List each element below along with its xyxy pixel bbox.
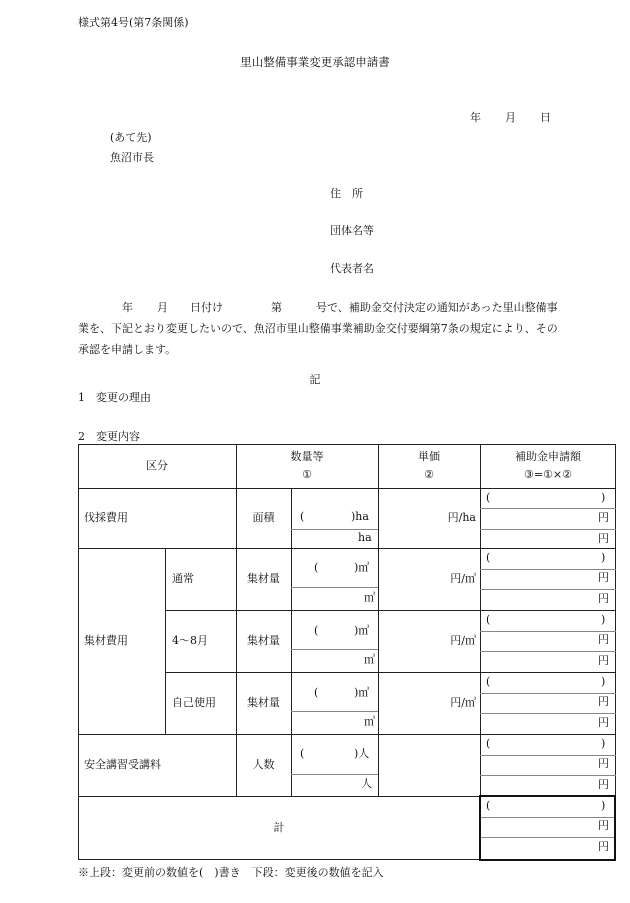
row-felling-paren-open: ( [300,510,305,523]
subsidy-collection-summer-paren-close: ) [601,613,606,626]
date-day: 日 [540,111,551,124]
row-collection-normal-label: 通常 [172,572,194,586]
row-safety-measure: 人数 [252,758,275,772]
row-felling-unit-before: )ha [351,510,369,523]
header-unit-price-number: ② [424,468,434,481]
row-felling-label: 伐採費用 [84,511,128,525]
row-collection-summer-unit-after: ㎥ [364,653,375,666]
date-month: 月 [505,111,516,124]
row-safety-paren-open: ( [300,747,305,760]
body-text: 号で、補助金交付決定の通知があった里山整備事業を、下記とおり変更したいので、魚沼市里山整備事業補助金交付要綱第7条の規定により、その承認を申請します。 [78,301,558,356]
body-month: 月 [157,301,168,314]
subsidy-collection-self-paren-open: ( [486,675,491,688]
row-collection-summer-paren-open: ( [314,624,319,637]
header-subsidy-label: 補助金申請額 [515,450,581,463]
change-table [78,444,616,860]
subsidy-collection-self-yen-after: 円 [598,716,609,729]
subsidy-felling-paren-close: ) [601,491,606,504]
subsidy-collection-self-paren-close: ) [601,675,606,688]
addressee-name: 魚沼市長 [110,151,154,164]
application-body [78,297,564,360]
row-collection-normal-price-unit: 円/㎥ [450,572,476,586]
row-collection-self-price-unit: 円/㎥ [450,696,476,710]
header-unit-price-label: 単価 [418,450,440,463]
applicant-address-label: 住 所 [330,187,363,200]
row-safety-unit-before: )人 [354,747,370,760]
subsidy-collection-summer-yen-after: 円 [598,654,609,667]
total-amount-box [479,795,616,861]
row-felling-unit-after: ha [358,531,372,544]
row-safety-unit-after: 人 [361,777,372,790]
subsidy-total-paren-open: ( [486,799,491,812]
subsidy-collection-normal-yen-after: 円 [598,592,609,605]
row-collection-normal-unit-after: ㎥ [364,591,375,604]
date-line [470,111,551,124]
row-collection-self-measure: 集材量 [247,696,280,710]
body-dai: 第 [271,301,282,314]
form-number: 様式第4号(第7条関係) [78,16,189,29]
row-collection-normal-paren-open: ( [314,561,319,574]
row-collection-summer-measure: 集材量 [247,634,280,648]
row-total-label: 計 [273,821,285,835]
row-collection-self-unit-after: ㎥ [364,715,375,728]
subsidy-total-yen-before: 円 [598,819,609,832]
header-subsidy-formula: ③=①×② [523,468,573,481]
date-year: 年 [470,111,481,124]
row-felling-price-unit: 円/ha [447,511,476,525]
body-year: 年 [122,301,133,314]
subsidy-safety-yen-before: 円 [598,757,609,770]
header-quantity-label: 数量等 [290,450,324,463]
subsidy-safety-paren-close: ) [601,737,606,750]
subsidy-collection-summer-paren-open: ( [486,613,491,626]
row-collection-self-label: 自己使用 [172,696,216,710]
row-collection-normal-measure: 集材量 [247,572,280,586]
row-collection-summer-unit-before: )㎥ [354,624,370,637]
subsidy-felling-yen-before: 円 [598,511,609,524]
applicant-group-label: 団体名等 [330,224,374,237]
header-quantity [236,444,378,488]
header-subsidy [480,444,616,488]
section-reason: 1 変更の理由 [78,391,151,404]
document-title: 里山整備事業変更承認申請書 [240,55,390,69]
subsidy-collection-normal-paren-close: ) [601,551,606,564]
section-changes: 2 変更内容 [78,430,140,443]
subsidy-collection-normal-yen-before: 円 [598,571,609,584]
row-collection-normal-unit-before: )㎥ [354,561,370,574]
row-collection-self-paren-open: ( [314,686,319,699]
row-collection-summer-price-unit: 円/㎥ [450,634,476,648]
row-collection-label: 集材費用 [84,634,128,648]
footnote: ※上段：変更前の数値を( )書き 下段：変更後の数値を記入 [78,866,384,879]
subsidy-safety-yen-after: 円 [598,778,609,791]
header-quantity-number: ① [302,468,312,481]
row-collection-summer-label: 4～8月 [172,634,208,648]
header-category: 区分 [146,459,168,473]
row-felling-measure: 面積 [252,511,275,525]
addressee-prefix: (あて先) [110,131,152,144]
applicant-representative-label: 代表者名 [330,262,374,275]
row-safety-label: 安全講習受講料 [84,758,161,772]
body-dated: 日付け [190,301,223,314]
subsidy-collection-summer-yen-before: 円 [598,633,609,646]
header-unit-price [378,444,480,488]
subsidy-collection-normal-paren-open: ( [486,551,491,564]
subsidy-felling-paren-open: ( [486,491,491,504]
subsidy-collection-self-yen-before: 円 [598,695,609,708]
subsidy-total-yen-after: 円 [598,840,609,853]
subsidy-felling-yen-after: 円 [598,532,609,545]
ki-mark: 記 [309,373,321,386]
subsidy-safety-paren-open: ( [486,737,491,750]
subsidy-total-paren-close: ) [601,799,606,812]
row-collection-self-unit-before: )㎥ [354,686,370,699]
